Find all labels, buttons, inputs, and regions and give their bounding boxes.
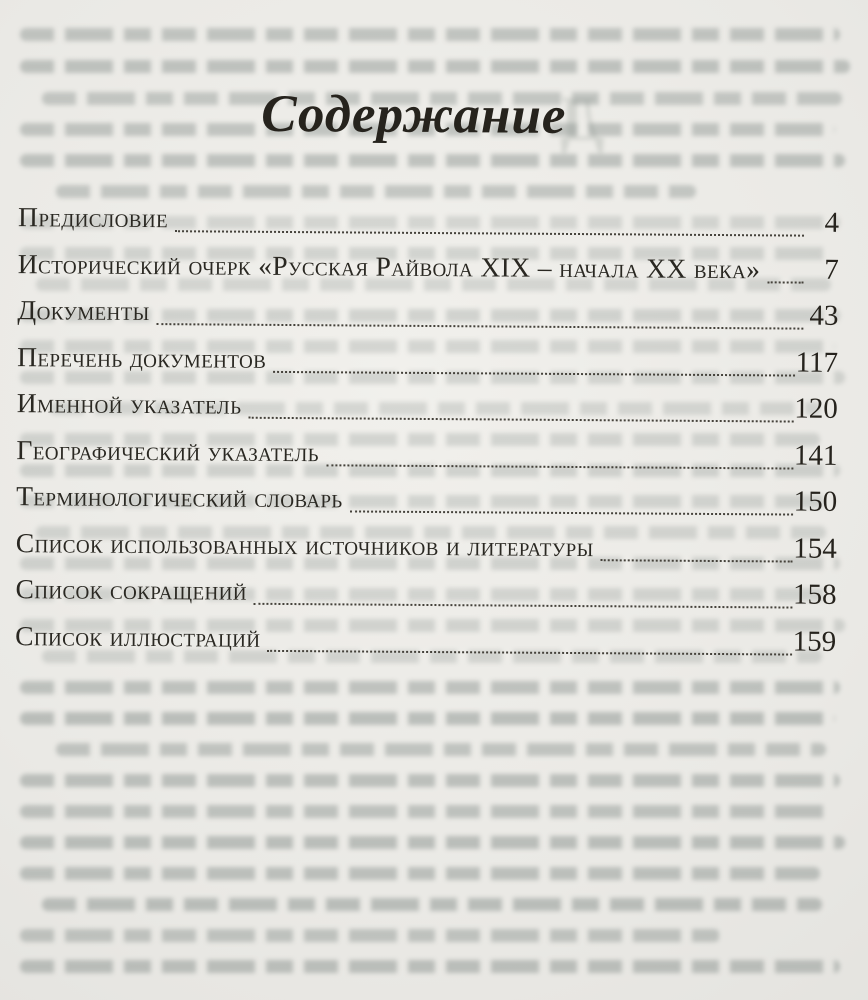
bleedthrough-line: [20, 867, 820, 880]
toc-entry-page-number: 4: [824, 206, 840, 239]
toc-entry-page-number: 43: [809, 299, 839, 332]
bleedthrough-line: [20, 774, 840, 787]
toc-entry-label: Исторический очерк «Русская Райвола XIX – начала XX века»: [17, 247, 761, 284]
toc-entry-page-number: 120: [794, 392, 838, 425]
bleedthrough-line: [20, 960, 840, 973]
toc-entry: [17, 295, 838, 331]
dotted-leader: [326, 464, 793, 469]
dotted-leader: [254, 603, 792, 609]
toc-entry-label: Именной указатель: [16, 387, 242, 420]
toc-entry-label: Предисловие: [18, 201, 169, 234]
toc-entry: [15, 621, 836, 657]
toc-entry: [16, 528, 837, 564]
bleedthrough-line: [56, 743, 826, 756]
bleedthrough-line: [42, 898, 822, 911]
toc-entry: [15, 574, 836, 610]
toc-entry-page-number: 150: [793, 485, 838, 518]
toc-entry-label: Географический указатель: [16, 433, 320, 467]
toc-entry-page-number: 141: [793, 439, 838, 472]
toc-entry: [17, 388, 838, 424]
toc-entry: [18, 249, 839, 285]
toc-entry-label: Список иллюстраций: [15, 619, 261, 653]
dotted-leader: [157, 323, 804, 330]
dotted-leader: [248, 417, 793, 423]
dotted-leader: [350, 510, 793, 515]
toc-entry: [16, 435, 837, 471]
dotted-leader: [601, 559, 793, 562]
bleedthrough-line: [20, 712, 835, 725]
bleedthrough-line: [20, 836, 845, 849]
toc-entry-label: Список использованных источников и литературы: [15, 526, 594, 562]
toc-entry: [17, 342, 838, 378]
toc-list: [0, 202, 868, 657]
dotted-leader: [767, 281, 803, 283]
toc-entry-page-number: 158: [792, 578, 837, 611]
toc-entry: [16, 481, 837, 517]
dotted-leader: [273, 370, 794, 376]
toc-entry-page-number: 117: [795, 346, 839, 379]
toc-entry-page-number: 7: [824, 253, 839, 286]
bleedthrough-line: [20, 681, 840, 694]
page-title: Содержание: [261, 84, 567, 145]
bleedthrough-glyph: Д: [560, 83, 605, 154]
page-content: [0, 78, 868, 657]
toc-entry-label: Документы: [17, 294, 150, 327]
toc-entry-label: Список сокращений: [15, 573, 248, 606]
toc-entry-page-number: 159: [792, 625, 837, 658]
bleedthrough-line: [20, 60, 850, 73]
toc-entry-label: Терминологический словарь: [16, 480, 343, 514]
toc-entry-page-number: 154: [793, 532, 837, 565]
bleedthrough-line: [20, 28, 840, 41]
bleedthrough-line: [20, 929, 720, 942]
dotted-leader: [175, 230, 804, 236]
bleedthrough-line: [20, 805, 830, 818]
toc-entry: [18, 202, 839, 238]
toc-entry-label: Перечень документов: [17, 340, 267, 374]
